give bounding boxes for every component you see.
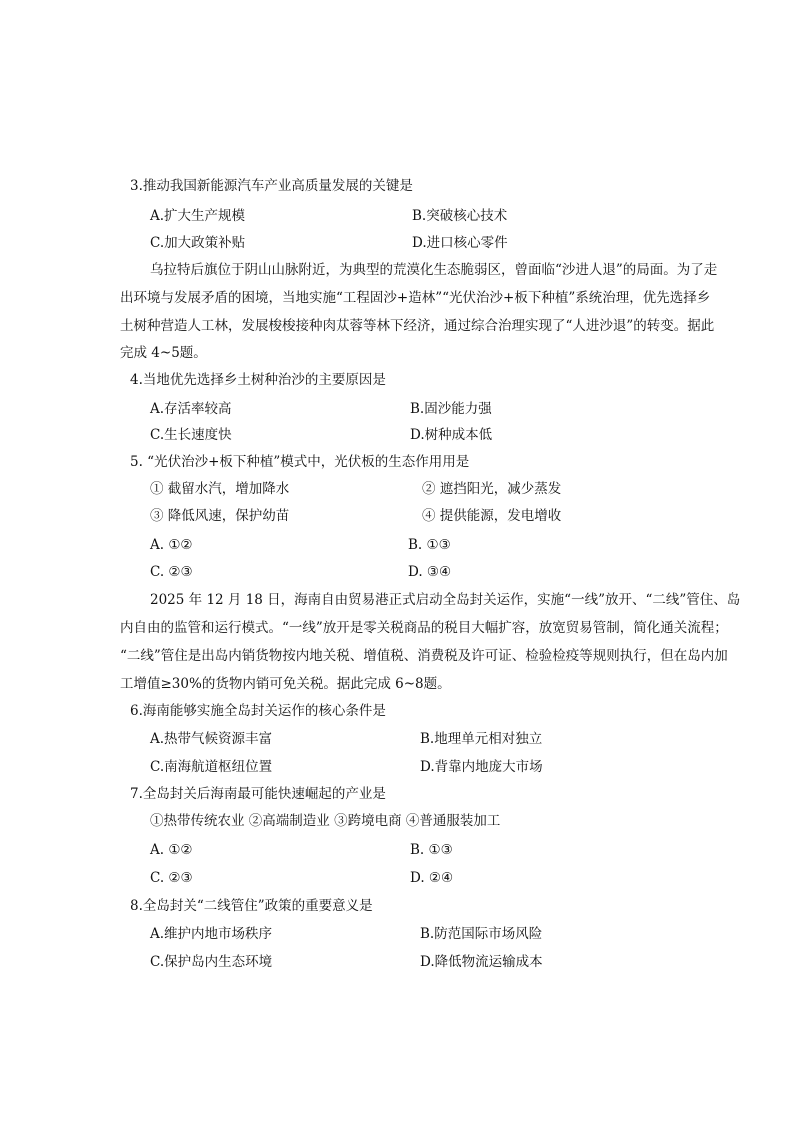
question-5-item-2: ② 遮挡阳光，减少蒸发 — [422, 481, 562, 497]
question-4-stem: 4.当地优先选择乡土树种治沙的主要原因是 — [130, 372, 386, 388]
passage-1-line-3: 土树种营造人工林，发展梭梭接种肉苁蓉等林下经济，通过综合治理实现了“人进沙退”的转变。据此 — [120, 318, 715, 334]
question-5-option-c: C. ②③ — [150, 564, 193, 580]
question-3-stem: 3.推动我国新能源汽车产业高质量发展的关键是 — [130, 178, 413, 194]
question-7-items: ①热带传统农业 ②高端制造业 ③跨境电商 ④普通服装加工 — [150, 813, 501, 829]
question-8-stem: 8.全岛封关“二线管住”政策的重要意义是 — [130, 898, 373, 914]
passage-2-line-2: 内自由的监管和运行模式。“一线”放开是零关税商品的税目大幅扩容，放宽贸易管制，简化通关流程； — [120, 620, 728, 636]
question-7-option-c: C. ②③ — [150, 870, 193, 886]
question-3-option-d: D.进口核心零件 — [412, 235, 508, 251]
question-5-item-3: ③ 降低风速，保护幼苗 — [150, 508, 290, 524]
question-8-option-a: A.维护内地市场秩序 — [150, 926, 273, 942]
question-8-option-c: C.保护岛内生态环境 — [150, 954, 273, 970]
question-5-option-b: B. ①③ — [408, 537, 451, 553]
question-6-stem: 6.海南能够实施全岛封关运作的核心条件是 — [130, 703, 386, 719]
question-8-option-b: B.防范国际市场风险 — [420, 926, 543, 942]
question-5-item-4: ④ 提供能源，发电增收 — [422, 508, 562, 524]
question-6-option-d: D.背靠内地庞大市场 — [420, 759, 543, 775]
question-4-option-a: A.存活率较高 — [150, 401, 232, 417]
passage-1-line-1: 乌拉特后旗位于阴山山脉附近，为典型的荒漠化生态脆弱区，曾面临“沙进人退”的局面。为了走 — [150, 262, 718, 278]
passage-2-line-4: 工增值≥30%的货物内销可免关税。据此完成 6~8题。 — [120, 676, 451, 692]
passage-2-line-1: 2025 年 12 月 18 日，海南自由贸易港正式启动全岛封关运作，实施“一线”放开、“二线”管住、岛 — [150, 592, 741, 608]
question-4-option-b: B.固沙能力强 — [410, 401, 492, 417]
question-8-option-d: D.降低物流运输成本 — [420, 954, 543, 970]
passage-1-line-2: 出环境与发展矛盾的困境，当地实施“工程固沙+造林”“光伏治沙+板下种植”系统治理，优先选择乡 — [120, 290, 711, 306]
question-5-option-d: D. ③④ — [408, 564, 452, 580]
question-4-option-c: C.生长速度快 — [150, 427, 232, 443]
question-5-stem: 5. “光伏治沙+板下种植”模式中，光伏板的生态作用用是 — [130, 454, 470, 470]
question-3-option-c: C.加大政策补贴 — [150, 235, 246, 251]
question-7-option-a: A. ①② — [150, 842, 193, 858]
question-7-option-b: B. ①③ — [410, 842, 453, 858]
question-3-option-b: B.突破核心技术 — [412, 208, 508, 224]
question-5-option-a: A. ①② — [150, 537, 193, 553]
question-6-option-a: A.热带气候资源丰富 — [150, 731, 273, 747]
question-4-option-d: D.树种成本低 — [410, 427, 493, 443]
question-7-stem: 7.全岛封关后海南最可能快速崛起的产业是 — [130, 786, 386, 802]
passage-1-line-4: 完成 4~5题。 — [120, 345, 207, 361]
question-5-item-1: ① 截留水汽，增加降水 — [150, 481, 290, 497]
question-7-option-d: D. ②④ — [410, 870, 454, 886]
passage-2-line-3: “二线”管住是出岛内销货物按内地关税、增值税、消费税及许可证、检验检疫等规则执行，但在岛内加 — [120, 648, 728, 664]
question-6-option-c: C.南海航道枢纽位置 — [150, 759, 273, 775]
question-6-option-b: B.地理单元相对独立 — [420, 731, 543, 747]
question-3-option-a: A.扩大生产规模 — [150, 208, 246, 224]
